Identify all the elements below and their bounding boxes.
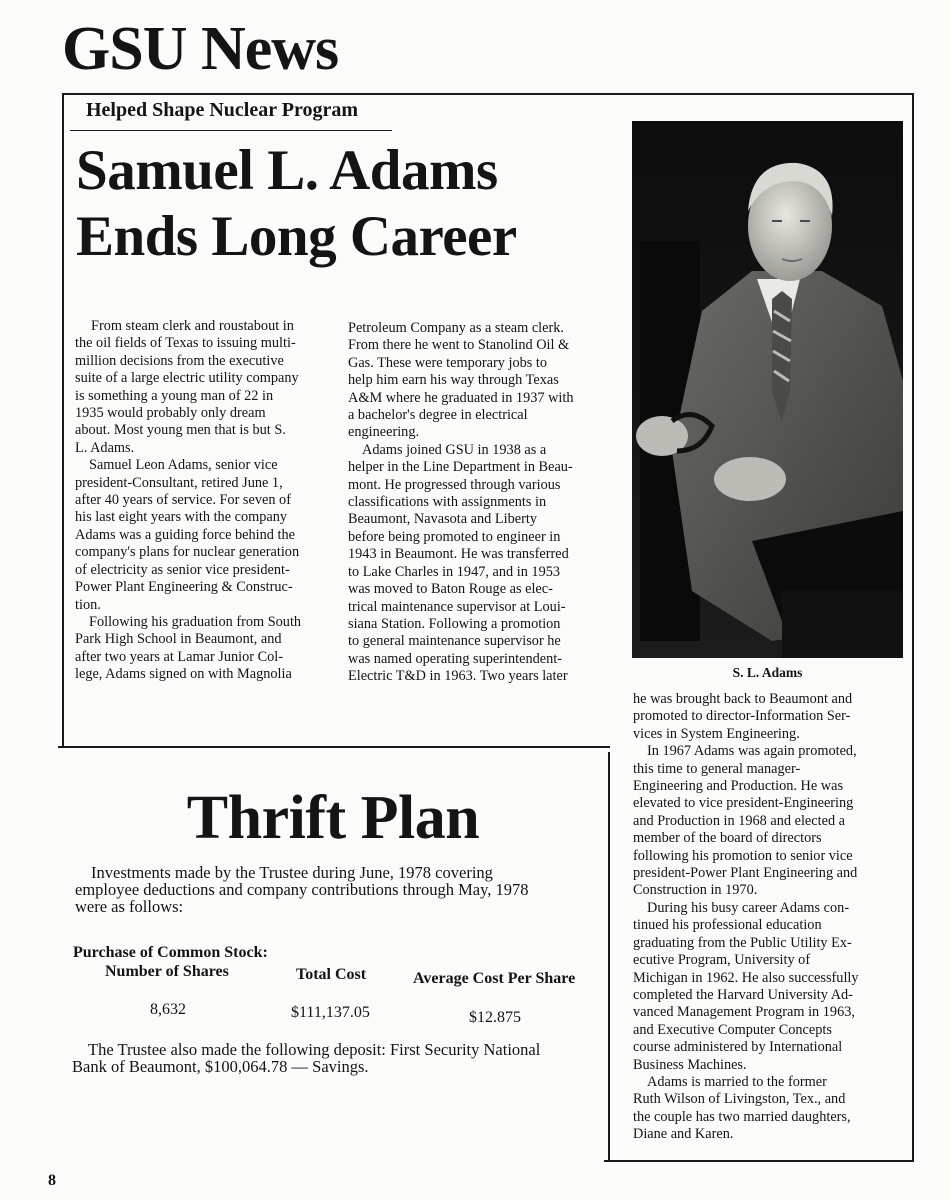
text-line: this time to general manager- xyxy=(633,760,801,777)
text-line: was moved to Baton Rouge as elec- xyxy=(348,581,553,598)
text-line: suite of a large electric utility company xyxy=(75,370,299,387)
text-line: the oil fields of Texas to issuing multi- xyxy=(75,335,296,352)
article-bottom-rule xyxy=(604,1160,914,1162)
text-line: Adams joined GSU in 1938 as a xyxy=(362,441,547,458)
text-line: L. Adams. xyxy=(75,439,135,456)
text-line: following his promotion to senior vice xyxy=(633,847,853,864)
value-average-cost: $12.875 xyxy=(469,1009,521,1026)
text-line: Park High School in Beaumont, and xyxy=(75,631,282,648)
text-line: helper in the Line Department in Beau- xyxy=(348,459,573,476)
text-line: 1935 would probably only dream xyxy=(75,405,266,422)
text-line: A&M where he graduated in 1937 with xyxy=(348,389,574,406)
article-kicker: Helped Shape Nuclear Program xyxy=(86,99,359,121)
text-line: Investments made by the Trustee during June, 1978 covering xyxy=(91,863,493,882)
text-line: president-Consultant, retired June 1, xyxy=(75,474,283,491)
text-line: Beaumont, Navasota and Liberty xyxy=(348,511,537,528)
page-number: 8 xyxy=(48,1172,56,1189)
text-line: Construction in 1970. xyxy=(633,882,758,899)
article-right-rule xyxy=(912,93,914,1161)
text-line: mont. He progressed through various xyxy=(348,476,561,493)
text-line: after 40 years of service. For seven of xyxy=(75,492,291,509)
value-shares: 8,632 xyxy=(150,1001,186,1018)
portrait-photo xyxy=(632,121,903,658)
text-line: Samuel Leon Adams, senior vice xyxy=(89,457,278,474)
text-line: his last eight years with the company xyxy=(75,509,288,526)
text-line: is something a young man of 22 in xyxy=(75,387,274,404)
text-line: During his busy career Adams con- xyxy=(647,899,850,916)
column-header-shares: Number of Shares xyxy=(105,963,229,980)
article-top-rule xyxy=(62,93,914,95)
kicker-underline xyxy=(70,130,392,131)
headline-line-1: Samuel L. Adams xyxy=(76,139,498,202)
text-line: elevated to vice president-Engineering xyxy=(633,795,854,812)
text-line: Business Machines. xyxy=(633,1056,747,1073)
text-line: company's plans for nuclear generation xyxy=(75,544,300,561)
text-line: Electric T&D in 1963. Two years later xyxy=(348,668,568,685)
text-line: president-Power Plant Engineering and xyxy=(633,865,858,882)
text-line: Adams was a guiding force behind the xyxy=(75,526,295,543)
text-line: lege, Adams signed on with Magnolia xyxy=(75,666,292,683)
text-line: course administered by International xyxy=(633,1039,843,1056)
text-line: In 1967 Adams was again promoted, xyxy=(647,743,857,760)
text-line: tion. xyxy=(75,596,101,613)
article-left-rule xyxy=(62,93,64,747)
thrift-intro xyxy=(75,864,529,915)
text-line: promoted to director-Information Ser- xyxy=(633,708,851,725)
text-line: he was brought back to Beaumont and xyxy=(633,691,853,707)
text-line: a bachelor's degree in electrical xyxy=(348,407,528,424)
text-line: 1943 in Beaumont. He was transferred xyxy=(348,546,569,563)
photo-caption: S. L. Adams xyxy=(732,665,803,680)
text-line: ecutive Program, University of xyxy=(633,952,811,969)
text-line: and Executive Computer Concepts xyxy=(633,1021,832,1038)
text-line: Petroleum Company as a steam clerk. xyxy=(348,320,564,336)
text-line: about. Most young men that is but S. xyxy=(75,422,286,439)
thrift-box-top-rule xyxy=(58,746,610,748)
text-line: the couple has two married daughters, xyxy=(633,1108,851,1125)
text-line: Ruth Wilson of Livingston, Tex., and xyxy=(633,1091,846,1108)
portrait-illustration xyxy=(632,121,903,658)
column-header-average-cost: Average Cost Per Share xyxy=(413,970,576,987)
value-total-cost: $111,137.05 xyxy=(291,1004,370,1021)
text-line: trical maintenance supervisor at Loui- xyxy=(348,598,566,615)
text-line: From there he went to Stanolind Oil & xyxy=(348,337,570,354)
text-line: to Lake Charles in 1947, and in 1953 xyxy=(348,563,561,580)
text-line: engineering. xyxy=(348,424,420,441)
text-line: million decisions from the executive xyxy=(75,352,284,369)
text-line: siana Station. Following a promotion xyxy=(348,615,561,632)
text-line: graduating from the Public Utility Ex- xyxy=(633,934,852,951)
article-column-3 xyxy=(633,691,859,1144)
text-line: to general maintenance supervisor he xyxy=(348,633,561,650)
article-column-2 xyxy=(348,320,574,686)
headline-line-2: Ends Long Career xyxy=(76,205,517,268)
text-line: vices in System Engineering. xyxy=(633,725,800,742)
text-line: Adams is married to the former xyxy=(647,1073,827,1090)
text-line: help him earn his way through Texas xyxy=(348,372,559,389)
text-line: were as follows: xyxy=(75,897,184,916)
text-line: and Production in 1968 and elected a xyxy=(633,812,846,829)
text-line: classifications with assignments in xyxy=(348,494,547,511)
article-headline xyxy=(76,138,517,270)
text-line: Diane and Karen. xyxy=(633,1126,734,1143)
thrift-plan-title: Thrift Plan xyxy=(186,784,480,852)
text-line: vanced Management Program in 1963, xyxy=(633,1004,855,1021)
text-line: tinued his professional education xyxy=(633,917,822,934)
text-line: employee deductions and company contributions through May, 1978 xyxy=(75,880,529,899)
purchase-label: Purchase of Common Stock: xyxy=(73,944,268,961)
text-line: before being promoted to engineer in xyxy=(348,528,561,545)
article-column-1 xyxy=(75,318,301,684)
column-header-total-cost: Total Cost xyxy=(296,966,367,983)
text-line: after two years at Lamar Junior Col- xyxy=(75,648,284,665)
text-line: Power Plant Engineering & Construc- xyxy=(75,579,293,596)
text-line: of electricity as senior vice president- xyxy=(75,561,290,578)
text-line: Following his graduation from South xyxy=(89,613,302,630)
thrift-deposit xyxy=(72,1041,540,1075)
text-line: From steam clerk and roustabout in xyxy=(91,318,294,334)
text-line: Engineering and Production. He was xyxy=(633,778,844,795)
thrift-box-right-rule xyxy=(608,752,610,1160)
text-line: member of the board of directors xyxy=(633,830,822,847)
text-line: Bank of Beaumont, $100,064.78 — Savings. xyxy=(72,1057,369,1076)
text-line: Michigan in 1962. He also successfully xyxy=(633,969,859,986)
text-line: The Trustee also made the following deposit: First Security National xyxy=(88,1040,541,1059)
text-line: Gas. These were temporary jobs to xyxy=(348,354,548,371)
text-line: completed the Harvard University Ad- xyxy=(633,986,853,1003)
masthead: GSU News xyxy=(62,15,339,83)
text-line: was named operating superintendent- xyxy=(348,650,562,667)
